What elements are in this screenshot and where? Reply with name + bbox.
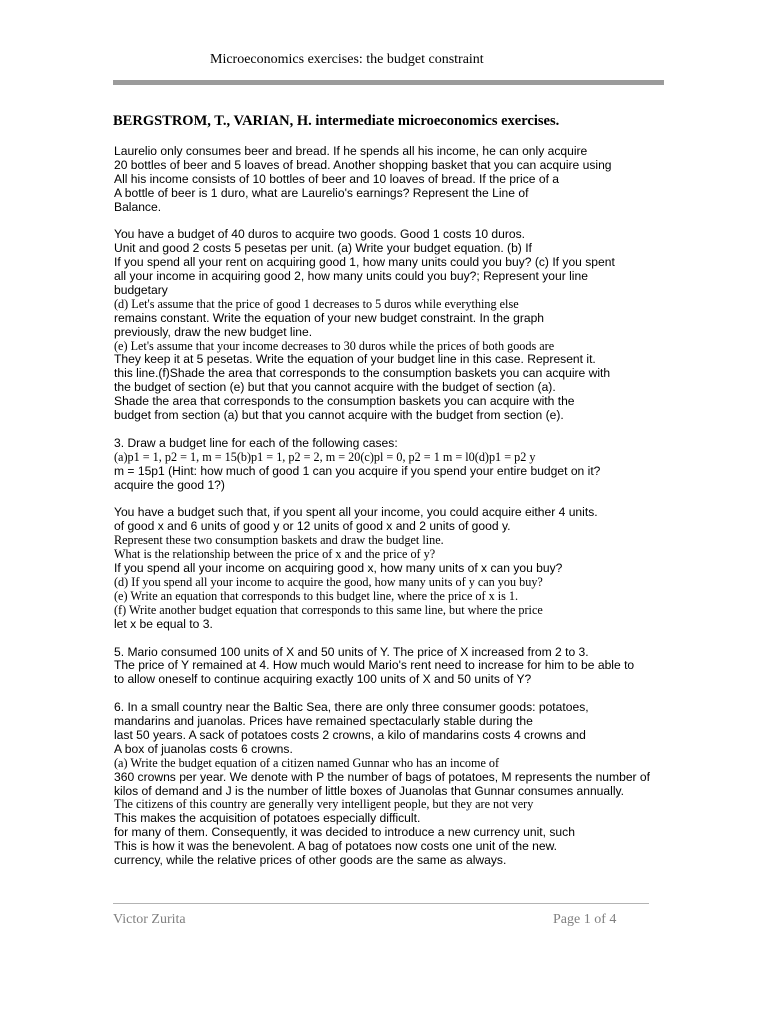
text-line: 3. Draw a budget line for each of the following cases:: [114, 435, 398, 450]
text-line: budget from section (a) but that you cannot acquire with the budget from section (e).: [114, 408, 564, 423]
text-line: (a) Write the budget equation of a citizen named Gunnar who has an income of: [114, 755, 500, 770]
text-line: for many of them. Consequently, it was decided to introduce a new currency unit, such: [114, 825, 575, 840]
text-line: They keep it at 5 pesetas. Write the equation of your budget line in this case. Represent it.: [114, 352, 596, 367]
paragraph-gap: [114, 423, 659, 437]
page-header-title: Microeconomics exercises: the budget constraint: [210, 52, 484, 67]
text-line: Unit and good 2 costs 5 pesetas per unit. (a) Write your budget equation. (b) If: [114, 241, 532, 256]
text-line: This is how it was the benevolent. A bag of potatoes now costs one unit of the new.: [114, 839, 558, 854]
footer-author: Victor Zurita: [113, 912, 186, 927]
text-line: Shade the area that corresponds to the consumption baskets you can acquire with the: [114, 394, 575, 409]
document-title: BERGSTROM, T., VARIAN, H. intermediate microeconomics exercises.: [113, 113, 560, 129]
paragraph-gap: [114, 492, 659, 506]
paragraph: [114, 145, 659, 214]
header-rule: [113, 80, 664, 85]
paragraph: [114, 228, 659, 422]
paragraph: [114, 646, 659, 688]
text-line: What is the relationship between the price of x and the price of y?: [114, 547, 436, 562]
paragraph-gap: [114, 214, 659, 228]
text-line: of good x and 6 units of good y or 12 units of good x and 2 units of good y.: [114, 519, 511, 534]
text-line: remains constant. Write the equation of your new budget constraint. In the graph: [114, 310, 545, 325]
text-line: If you spend all your income on acquiring good x, how many units of x can you buy?: [114, 561, 563, 576]
text-line: to allow oneself to continue acquiring exactly 100 units of X and 50 units of Y?: [114, 672, 532, 687]
text-line: (d) Let's assume that the price of good 1 decreases to 5 duros while everything else: [114, 296, 519, 311]
text-line: Laurelio only consumes beer and bread. If he spends all his income, he can only acquire: [114, 144, 588, 158]
text-line: This makes the acquisition of potatoes especially difficult.: [114, 811, 421, 826]
text-line: You have a budget such that, if you spent all your income, you could acquire either 4 units.: [114, 505, 598, 520]
text-line: 5. Mario consumed 100 units of X and 50 units of Y. The price of X increased from 2 to 3.: [114, 644, 589, 659]
text-line: The citizens of this country are generally very intelligent people, but they are not very: [114, 797, 534, 812]
text-line: budgetary: [114, 283, 168, 298]
text-line: (f) Write another budget equation that corresponds to this same line, but where the price: [114, 602, 543, 617]
text-line: let x be equal to 3.: [114, 616, 213, 631]
text-line: A box of juanolas costs 6 crowns.: [114, 741, 293, 756]
text-line: this line.(f)Shade the area that corresponds to the consumption baskets you can acquire with: [114, 366, 611, 381]
text-line: 360 crowns per year. We denote with P the number of bags of potatoes, M represents the number of: [114, 769, 651, 784]
text-line: The price of Y remained at 4. How much would Mario's rent need to increase for him to be able to: [114, 658, 635, 673]
text-line: all your income in acquiring good 2, how many units could you buy?; Represent your line: [114, 269, 588, 284]
paragraph: [114, 437, 659, 493]
paragraph: [114, 701, 659, 868]
text-line: mandarins and juanolas. Prices have remained spectacularly stable during the: [114, 714, 533, 729]
footer-rule: [113, 903, 649, 904]
text-line: 20 bottles of beer and 5 loaves of bread. Another shopping basket that you can acquire using: [114, 157, 612, 172]
footer-page-number: Page 1 of 4: [553, 912, 617, 927]
paragraph-gap: [114, 687, 659, 701]
text-line: (a)p1 = 1, p2 = 1, m = 15(b)p1 = 1, p2 = 2, m = 20(c)pl = 0, p2 = 1 m = l0(d)p1 = p2 y: [114, 449, 536, 464]
text-line: kilos of demand and J is the number of little boxes of Juanolas that Gunnar consumes annually.: [114, 783, 625, 798]
text-line: last 50 years. A sack of potatoes costs 2 crowns, a kilo of mandarins costs 4 crowns and: [114, 727, 586, 742]
text-line: m = 15p1 (Hint: how much of good 1 can you acquire if you spend your entire budget on it?: [114, 463, 601, 478]
text-line: A bottle of beer is 1 duro, what are Laurelio's earnings? Represent the Line of: [114, 185, 529, 200]
text-line: You have a budget of 40 duros to acquire two goods. Good 1 costs 10 duros.: [114, 227, 526, 242]
text-line: (e) Write an equation that corresponds to this budget line, where the price of x is 1.: [114, 588, 519, 603]
paragraph-gap: [114, 632, 659, 646]
text-line: currency, while the relative prices of other goods are the same as always.: [114, 852, 507, 867]
text-line: previously, draw the new budget line.: [114, 324, 313, 339]
text-line: (e) Let's assume that your income decreases to 30 duros while the prices of both goods are: [114, 338, 555, 353]
text-line: Balance.: [114, 199, 162, 214]
text-line: All his income consists of 10 bottles of beer and 10 loaves of bread. If the price of a: [114, 171, 560, 186]
text-line: If you spend all your rent on acquiring good 1, how many units could you buy? (c) If you spent: [114, 255, 615, 270]
document-body: [114, 145, 659, 868]
text-line: acquire the good 1?): [114, 477, 225, 492]
text-line: Represent these two consumption baskets and draw the budget line.: [114, 533, 444, 548]
paragraph: [114, 506, 659, 631]
text-line: 6. In a small country near the Baltic Sea, there are only three consumer goods: potatoes,: [114, 700, 589, 715]
text-line: the budget of section (e) but that you cannot acquire with the budget of section (a).: [114, 380, 556, 395]
text-line: (d) If you spend all your income to acquire the good, how many units of y can you buy?: [114, 574, 543, 589]
